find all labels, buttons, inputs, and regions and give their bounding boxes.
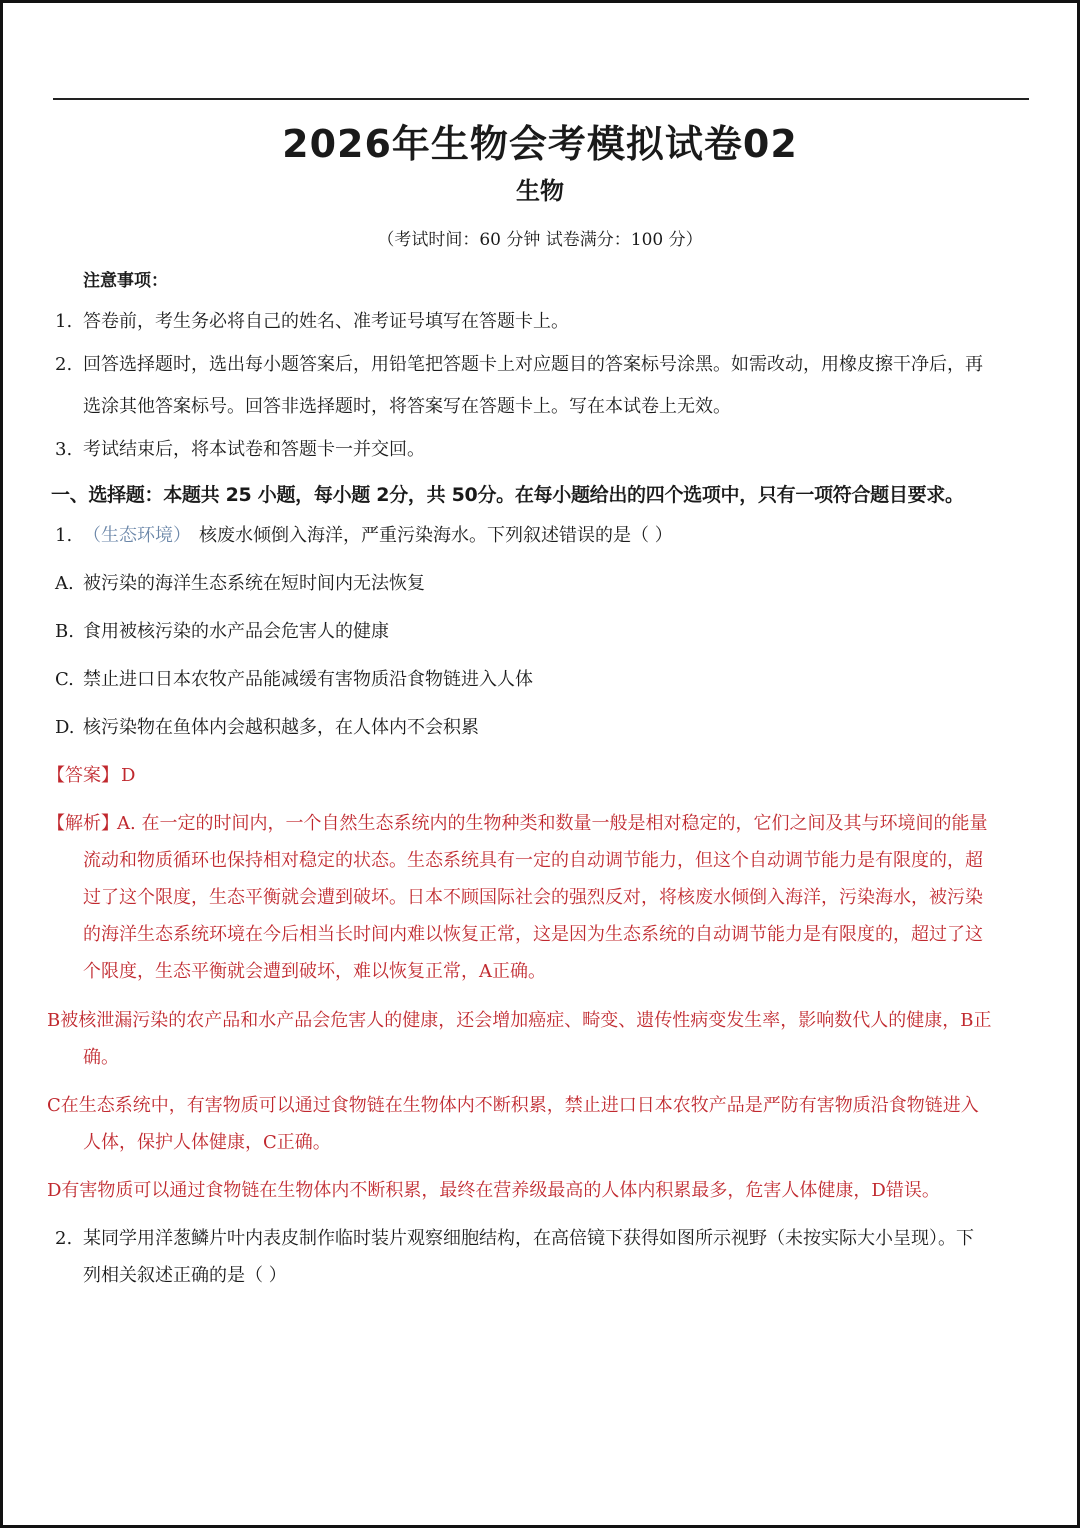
q1-analysis-line-1: A. 在一定的时间内，一个自然生态系统内的生物种类和数量一般是相对稳定的，它们之间及其与环境间的能量 — [117, 813, 988, 834]
notice-line-2b: 选涂其他答案标号。回答非选择题时，将答案写在答题卡上。写在本试卷上无效。 — [83, 396, 731, 417]
q1-para-c-line-2: 人体，保护人体健康，C正确。 — [83, 1132, 331, 1153]
page-title: 2026年生物会考模拟试卷02 — [282, 122, 798, 166]
notice-line-3: 考试结束后，将本试卷和答题卡一并交回。 — [83, 439, 425, 460]
q1-answer-label: 【答案】 — [47, 765, 119, 786]
q1-option-b: 食用被核污染的水产品会危害人的健康 — [83, 621, 389, 642]
q2-number: 2. — [55, 1228, 73, 1249]
notice-num-1: 1. — [55, 311, 73, 332]
q1-analysis-label: 【解析】 — [47, 813, 119, 834]
q1-option-d: 核污染物在鱼体内会越积越多，在人体内不会积累 — [83, 717, 479, 738]
q1-analysis-line-4: 的海洋生态系统环境在今后相当长时间内难以恢复正常，这是因为生态系统的自动调节能力是有限度的，超过了这 — [83, 924, 983, 945]
q2-stem-line-1: 某同学用洋葱鳞片叶内表皮制作临时装片观察细胞结构，在高倍镜下获得如图所示视野（未按实际大小呈现）。下 — [83, 1228, 974, 1249]
notice-heading: 注意事项： — [83, 271, 168, 291]
q1-option-a-letter: A. — [55, 573, 74, 594]
exam-info: （考试时间：60 分钟 试卷满分：100 分） — [377, 230, 703, 250]
header-rule — [53, 98, 1029, 100]
q1-option-b-letter: B. — [55, 621, 74, 642]
q1-option-d-letter: D. — [55, 717, 75, 738]
notice-line-1: 答卷前，考生务必将自己的姓名、准考证号填写在答题卡上。 — [83, 311, 569, 332]
notice-num-2: 2. — [55, 354, 73, 375]
q1-para-d-line-1: D有害物质可以通过食物链在生物体内不断积累，最终在营养级最高的人体内积累最多，危害人体健康，D错误。 — [47, 1180, 940, 1201]
subject-title: 生物 — [516, 177, 564, 205]
q1-option-c-letter: C. — [55, 669, 74, 690]
q1-para-b-line-1: B被核泄漏污染的农产品和水产品会危害人的健康，还会增加癌症、畸变、遗传性病变发生率，影响数代人的健康，B正 — [47, 1010, 992, 1031]
q1-para-c-line-1: C在生态系统中，有害物质可以通过食物链在生物体内不断积累，禁止进口日本农牧产品是严防有害物质沿食物链进入 — [47, 1095, 979, 1116]
q1-para-b-line-2: 确。 — [83, 1047, 119, 1068]
notice-line-2a: 回答选择题时，选出每小题答案后，用铅笔把答题卡上对应题目的答案标号涂黑。如需改动，用橡皮擦干净后，再 — [83, 354, 983, 375]
q1-stem: 核废水倾倒入海洋，严重污染海水。下列叙述错误的是（ ） — [199, 525, 673, 546]
q1-option-a: 被污染的海洋生态系统在短时间内无法恢复 — [83, 573, 425, 594]
q1-answer-value: D — [121, 765, 136, 786]
q1-analysis-line-5: 个限度，生态平衡就会遭到破坏，难以恢复正常，A正确。 — [83, 961, 546, 982]
q1-number: 1. — [55, 525, 73, 546]
q1-option-c: 禁止进口日本农牧产品能减缓有害物质沿食物链进入人体 — [83, 669, 533, 690]
q1-analysis-line-2: 流动和物质循环也保持相对稳定的状态。生态系统具有一定的自动调节能力，但这个自动调节能力是有限度的，超 — [83, 850, 983, 871]
q2-stem-line-2: 列相关叙述正确的是（ ） — [83, 1265, 287, 1286]
q1-analysis-line-3: 过了这个限度，生态平衡就会遭到破坏。日本不顾国际社会的强烈反对，将核废水倾倒入海洋，污染海水，被污染 — [83, 887, 983, 908]
q1-topic-tag: （生态环境） — [83, 525, 191, 546]
notice-num-3: 3. — [55, 439, 73, 460]
section-heading: 一、选择题：本题共 25 小题，每小题 2分，共 50分。在每小题给出的四个选项中，只有一项符合题目要求。 — [51, 484, 964, 506]
